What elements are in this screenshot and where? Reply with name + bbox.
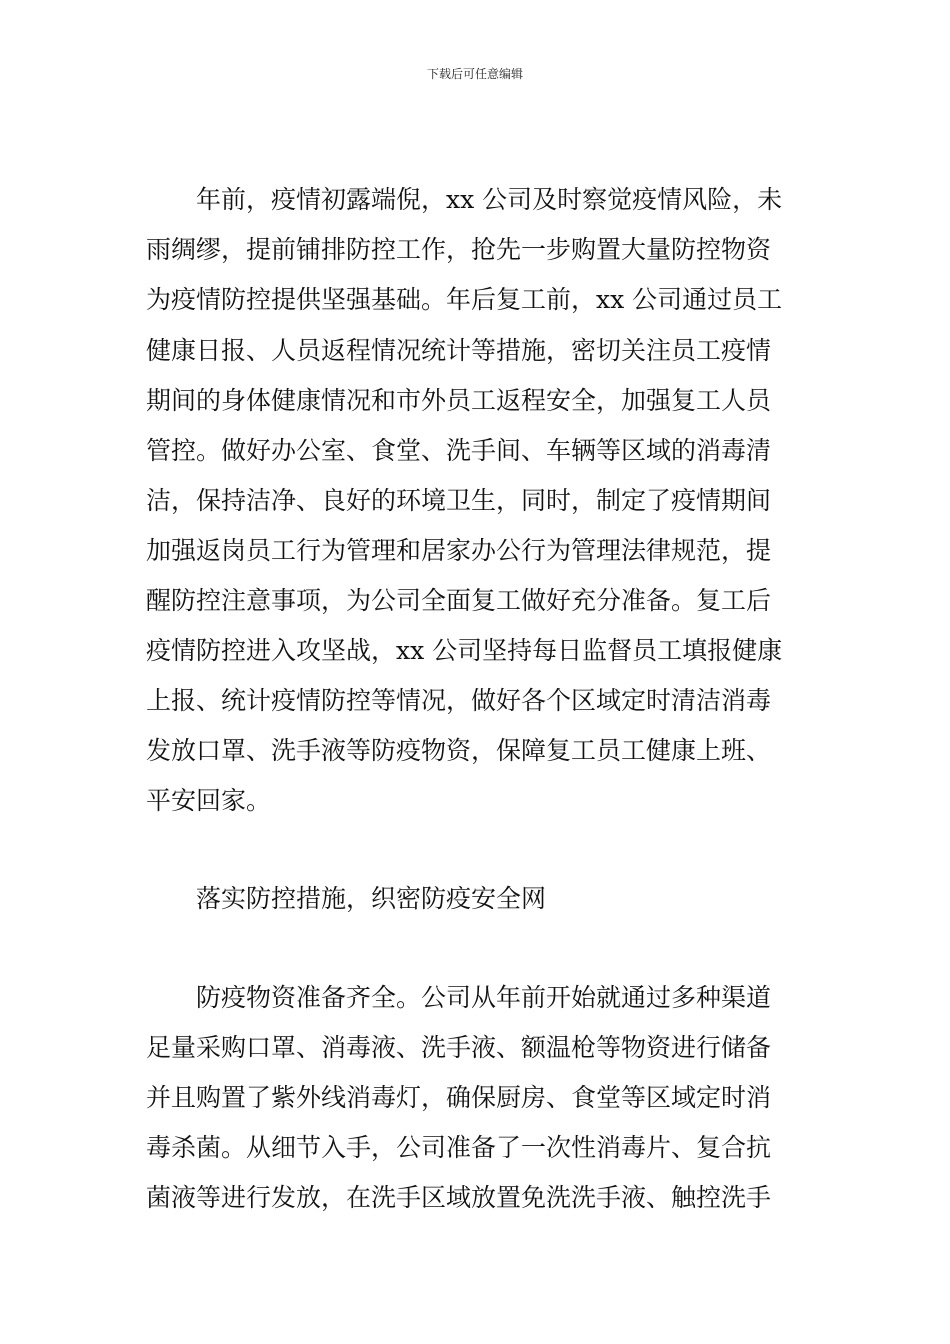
paragraph-line: 年前，疫情初露端倪，xx 公司及时察觉疫情风险，未 xyxy=(196,185,783,214)
paragraph-line: 发放口罩、洗手液等防疫物资，保障复工员工健康上班、 xyxy=(146,736,772,765)
paragraph-line: 足量采购口罩、消毒液、洗手液、额温枪等物资进行储备 xyxy=(146,1033,772,1062)
section-heading: 落实防控措施，织密防疫安全网 xyxy=(196,884,547,913)
paragraph-line: 并且购置了紫外线消毒灯，确保厨房、食堂等区域定时消 xyxy=(146,1083,772,1112)
paragraph-line: 洁，保持洁净、良好的环境卫生，同时，制定了疫情期间 xyxy=(146,486,772,515)
paragraph-line: 雨绸缪，提前铺排防控工作，抢先一步购置大量防控物资 xyxy=(146,235,772,264)
paragraph-line: 菌液等进行发放，在洗手区域放置免洗洗手液、触控洗手 xyxy=(146,1183,772,1212)
paragraph-line: 为疫情防控提供坚强基础。年后复工前，xx 公司通过员工 xyxy=(146,285,783,314)
page-header-note: 下载后可任意编辑 xyxy=(426,67,523,81)
paragraph-line: 健康日报、人员返程情况统计等措施，密切关注员工疫情 xyxy=(146,336,772,365)
paragraph-line: 加强返岗员工行为管理和居家办公行为管理法律规范，提 xyxy=(146,536,772,565)
paragraph-line: 毒杀菌。从细节入手，公司准备了一次性消毒片、复合抗 xyxy=(146,1133,772,1162)
paragraph-line: 管控。做好办公室、食堂、洗手间、车辆等区域的消毒清 xyxy=(146,436,772,465)
paragraph-line: 疫情防控进入攻坚战，xx 公司坚持每日监督员工填报健康 xyxy=(146,636,783,665)
paragraph-line: 防疫物资准备齐全。公司从年前开始就通过多种渠道 xyxy=(196,983,772,1012)
paragraph-line: 上报、统计疫情防控等情况，做好各个区域定时清洁消毒 xyxy=(146,686,772,715)
paragraph-line: 期间的身体健康情况和市外员工返程安全，加强复工人员 xyxy=(146,386,772,415)
paragraph-line: 醒防控注意事项，为公司全面复工做好充分准备。复工后 xyxy=(146,586,772,615)
paragraph-line: 平安回家。 xyxy=(146,786,272,815)
